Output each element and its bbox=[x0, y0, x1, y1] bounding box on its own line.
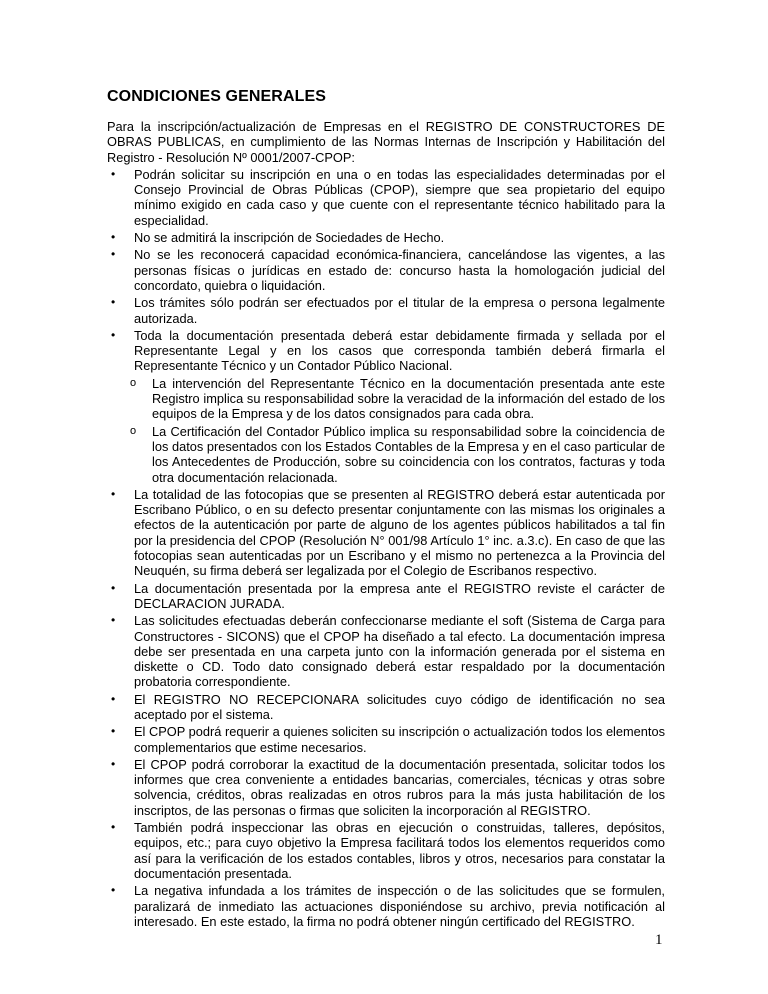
list-item bbox=[107, 692, 665, 723]
list-item bbox=[107, 883, 665, 929]
bullet-icon: • bbox=[111, 486, 116, 501]
list-item bbox=[107, 820, 665, 881]
list-item-text: El CPOP podrá requerir a quienes soliciten su inscripción o actualización todos los elementos complementarios que estime necesarios. bbox=[134, 724, 665, 755]
list-item-text: Los trámites sólo podrán ser efectuados por el titular de la empresa o persona legalmente autorizada. bbox=[134, 295, 665, 326]
bullet-icon: • bbox=[111, 724, 116, 739]
circle-bullet-icon: o bbox=[130, 424, 137, 437]
list-item-text: La documentación presentada por la empresa ante el REGISTRO reviste el carácter de DECLARACION JURADA. bbox=[134, 580, 665, 611]
bullet-icon: • bbox=[111, 820, 116, 835]
bullet-icon: • bbox=[111, 247, 116, 262]
list-item-text: Podrán solicitar su inscripción en una o en todas las especialidades determinadas por el Consejo Provincial de Obras Públicas (CPOP), siempre que sea propietario del equipo mínimo exigido en cada caso y que cuente con el representante técnico habilitado para la especialidad. bbox=[134, 166, 665, 228]
list-item-text: También podrá inspeccionar las obras en ejecución o construidas, talleres, depósitos, equipos, etc.; para cuyo objetivo la Empresa facilitará todos los elementos requeridos como así para la verificación de los estados contables, libros y otros, necesarios para constatar la documentación presentada. bbox=[134, 820, 665, 881]
list-item-text: Las solicitudes efectuadas deberán confeccionarse mediante el soft (Sistema de Carga para Constructores - SICONS) que el CPOP ha diseñado a tal efecto. La documentación impresa debe ser presentada en una carpeta junto con la información generada por el sistema en diskette o CD. Todo dato consignado deberá estar respaldado por la documentación probatoria correspondiente. bbox=[134, 613, 665, 690]
bullet-icon: • bbox=[111, 691, 116, 706]
list-item bbox=[107, 247, 665, 293]
list-item bbox=[107, 581, 665, 612]
list-item-text: La totalidad de las fotocopias que se presenten al REGISTRO deberá estar autenticada por Escribano Público, o en su defecto presentar conjuntamente con las mismas los originales a efectos de la autenticación por parte de alguno de los agentes públicos habilitados a tal fin por la presidencia del CPOP (Resolución N° 001/98 Artículo 1° inc. a.3.c). En caso de que las fotocopias sean autenticadas por un Escribano y el mismo no pertenezca a la Provincia del Neuquén, su firma deberá ser legalizada por el Colegio de Escribanos respectivo. bbox=[134, 486, 665, 579]
list-item bbox=[107, 613, 665, 689]
sub-list-item bbox=[125, 424, 665, 485]
document-title: CONDICIONES GENERALES bbox=[107, 88, 327, 105]
sub-list-item-text: La Certificación del Contador Público implica su responsabilidad sobre la coincidencia de los datos presentados con los Estados Contables de la Empresa y en el caso particular de los Antecedentes de Producción, sobre su coincidencia con los contratos, facturas y toda otra documentación relacionada. bbox=[152, 423, 665, 485]
bullet-icon: • bbox=[111, 756, 116, 771]
bullet-icon: • bbox=[111, 230, 116, 245]
sub-list bbox=[125, 376, 665, 485]
sub-list-item-text: La intervención del Representante Técnico en la documentación presentada ante este Registro implica su responsabilidad sobre la veracidad de la información del estado de los equipos de la Empresa y de los datos consignados para cada obra. bbox=[152, 375, 665, 422]
list-item bbox=[107, 230, 665, 245]
list-item bbox=[107, 487, 665, 579]
list-item-text: El CPOP podrá corroborar la exactitud de la documentación presentada, solicitar todos los informes que crea conveniente a entidades bancarias, comerciales, técnicas y otras sobre solvencia, créditos, obras realizadas en otros rubros para la más justa habilitación de los inscriptos, de las personas o firmas que soliciten la incorporación al REGISTRO. bbox=[134, 756, 665, 818]
list-item-text: Toda la documentación presentada deberá estar debidamente firmada y sellada por el Representante Legal y en los casos que corresponda también deberá firmarla el Representante Técnico y un Contador Público Nacional. bbox=[134, 327, 665, 374]
list-item-text: No se les reconocerá capacidad económica-financiera, cancelándose las vigentes, a las personas físicas o jurídicas en estado de: concurso hasta la homologación judicial del concordato, quiebra o liquidación. bbox=[134, 247, 665, 293]
list-item bbox=[107, 295, 665, 326]
list-item-text: La negativa infundada a los trámites de inspección o de las solicitudes que se formulen, paralizará de inmediato las actuaciones disponiéndose su archivo, previa notificación al interesado. En este estado, la firma no podrá obtener ningún certificado del REGISTRO. bbox=[134, 883, 665, 929]
list-item bbox=[107, 757, 665, 818]
bullet-icon: • bbox=[111, 613, 116, 628]
bullet-icon: • bbox=[111, 327, 116, 342]
bullet-icon: • bbox=[111, 295, 116, 310]
document-page bbox=[107, 86, 665, 929]
bullet-icon: • bbox=[111, 580, 116, 595]
circle-bullet-icon: o bbox=[130, 376, 137, 389]
bullet-icon: • bbox=[111, 883, 116, 898]
sub-list-item bbox=[125, 376, 665, 422]
list-item bbox=[107, 328, 665, 485]
list-item bbox=[107, 724, 665, 755]
page-number: 1 bbox=[655, 932, 663, 948]
list-item-text: No se admitirá la inscripción de Sociedades de Hecho. bbox=[134, 230, 445, 246]
conditions-list bbox=[107, 167, 665, 929]
bullet-icon: • bbox=[111, 166, 116, 181]
list-item bbox=[107, 167, 665, 228]
intro-paragraph: Para la inscripción/actualización de Empresas en el REGISTRO DE CONSTRUCTORES DE OBRAS PUBLICAS, en cumplimiento de las Normas Internas de Inscripción y Habilitación del Registro - Resolución Nº 0001/2007-CPOP: bbox=[107, 119, 665, 165]
list-item-text: El REGISTRO NO RECEPCIONARA solicitudes cuyo código de identificación no sea aceptado por el sistema. bbox=[134, 691, 665, 722]
